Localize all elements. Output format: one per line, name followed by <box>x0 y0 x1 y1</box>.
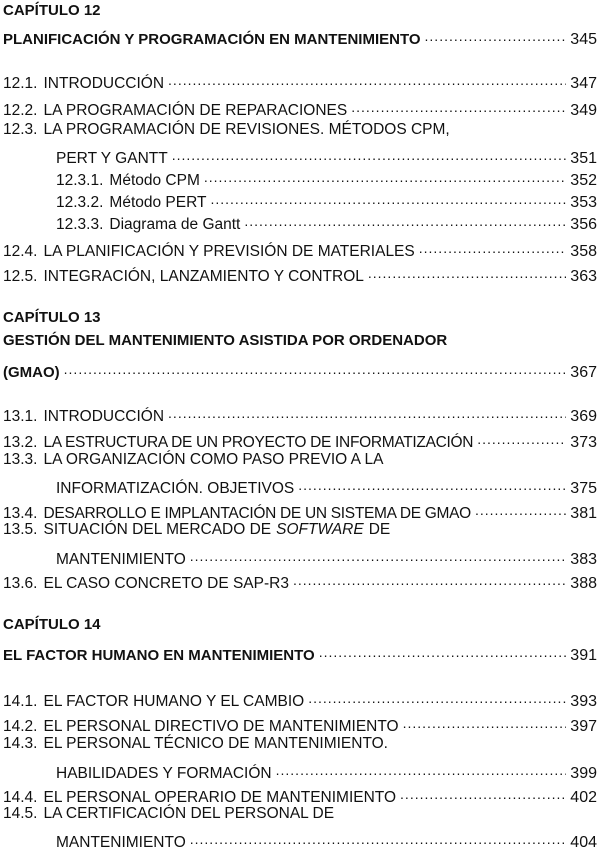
entry-title: Método CPM <box>109 172 200 189</box>
toc-entry-12-3[interactable] <box>0 119 600 141</box>
page-number: 367 <box>570 364 597 381</box>
toc-entry-chapter-14[interactable] <box>0 638 600 664</box>
chapter-heading <box>0 614 600 636</box>
toc-entry-13-5-cont[interactable] <box>0 542 600 568</box>
page-number: 356 <box>570 216 597 233</box>
entry-title: EL PERSONAL TÉCNICO DE MANTENIMIENTO. <box>43 735 388 752</box>
page-number: 369 <box>570 408 597 425</box>
toc-entry-14-3-cont[interactable] <box>0 756 600 782</box>
entry-title: DESARROLLO E IMPLANTACIÓN DE UN SISTEMA DE GMAO <box>43 505 471 522</box>
entry-number: 12.3.1. <box>56 172 104 189</box>
chapter-12-label: CAPÍTULO 12 <box>3 2 101 19</box>
dot-leader <box>276 756 567 778</box>
entry-title-cont: MANTENIMIENTO <box>56 834 186 851</box>
toc-entry-14-5-cont[interactable] <box>0 825 600 851</box>
entry-number: 14.3. <box>3 735 38 752</box>
page-number: 353 <box>570 194 597 211</box>
entry-title: INTRODUCCIÓN <box>43 75 165 92</box>
toc-entry-chapter-13[interactable] <box>0 330 600 352</box>
entry-title-cont: PERT Y GANTT <box>56 150 168 167</box>
dot-leader <box>477 425 566 447</box>
toc-entry-14-1[interactable] <box>0 684 600 710</box>
entry-number: 13.6. <box>3 575 38 592</box>
dot-leader <box>204 163 566 185</box>
chapter-14-label: CAPÍTULO 14 <box>3 616 101 633</box>
entry-title: Diagrama de Gantt <box>109 216 241 233</box>
entry-title: EL CASO CONCRETO DE SAP-R3 <box>43 575 289 592</box>
entry-number: 14.2. <box>3 718 38 735</box>
toc-entry-13-6[interactable] <box>0 566 600 592</box>
entry-number: 13.2. <box>3 434 38 451</box>
dot-leader <box>351 93 566 115</box>
dot-leader <box>425 22 567 44</box>
dot-leader <box>190 542 567 564</box>
dot-leader <box>293 566 566 588</box>
toc-entry-13-5[interactable] <box>0 519 600 541</box>
entry-title-end: DE <box>368 521 391 538</box>
dot-leader <box>64 355 567 377</box>
page-number: 388 <box>570 575 597 592</box>
toc-entry-14-4[interactable] <box>0 780 600 806</box>
toc-entry-13-2[interactable] <box>0 425 600 451</box>
dot-leader <box>244 207 566 229</box>
entry-title: EL PERSONAL OPERARIO DE MANTENIMIENTO <box>43 789 397 806</box>
dot-leader <box>368 259 566 281</box>
dot-leader <box>168 66 566 88</box>
toc-entry-13-4[interactable] <box>0 496 600 522</box>
entry-number: 13.1. <box>3 408 38 425</box>
entry-title-cont: INFORMATIZACIÓN. OBJETIVOS <box>56 480 295 497</box>
entry-number: 13.3. <box>3 451 38 468</box>
entry-number: 12.5. <box>3 268 38 285</box>
toc-entry-12-3-3[interactable] <box>0 207 600 233</box>
entry-title: EL PERSONAL DIRECTIVO DE MANTENIMIENTO <box>43 718 399 735</box>
toc-entry-chapter-12[interactable] <box>0 22 600 48</box>
toc-entry-12-3-cont[interactable] <box>0 141 600 167</box>
chapter-14-title: EL FACTOR HUMANO EN MANTENIMIENTO <box>3 647 315 664</box>
entry-title: LA CERTIFICACIÓN DEL PERSONAL DE <box>43 805 335 822</box>
toc-entry-12-5[interactable] <box>0 259 600 285</box>
entry-number: 14.5. <box>3 805 38 822</box>
entry-title: LA ESTRUCTURA DE UN PROYECTO DE INFORMATIZACIÓN <box>43 434 474 451</box>
entry-title: INTRODUCCIÓN <box>43 408 165 425</box>
dot-leader <box>168 399 566 421</box>
entry-number: 12.2. <box>3 102 38 119</box>
toc-entry-13-3-cont[interactable] <box>0 471 600 497</box>
entry-number: 12.4. <box>3 243 38 260</box>
dot-leader <box>475 496 566 518</box>
dot-leader <box>403 709 567 731</box>
entry-number: 12.1. <box>3 75 38 92</box>
page-number: 349 <box>570 102 597 119</box>
page-number: 363 <box>570 268 597 285</box>
chapter-heading <box>0 0 600 22</box>
page-number: 391 <box>570 647 597 664</box>
entry-title-italic: SOFTWARE <box>276 521 364 538</box>
entry-title: SITUACIÓN DEL MERCADO DE <box>43 521 272 538</box>
dot-leader <box>210 185 566 207</box>
page-number: 393 <box>570 693 597 710</box>
entry-number: 13.4. <box>3 505 38 522</box>
dot-leader <box>190 825 567 847</box>
page-number: 402 <box>570 789 597 806</box>
entry-title: LA PROGRAMACIÓN DE REPARACIONES <box>43 102 348 119</box>
entry-title: LA PROGRAMACIÓN DE REVISIONES. MÉTODOS CPM, <box>43 121 450 138</box>
toc-entry-13-3[interactable] <box>0 449 600 471</box>
toc-entry-12-3-1[interactable] <box>0 163 600 189</box>
chapter-12-title: PLANIFICACIÓN Y PROGRAMACIÓN EN MANTENIMIENTO <box>3 31 421 48</box>
toc-entry-14-3[interactable] <box>0 733 600 755</box>
dot-leader <box>298 471 566 493</box>
dot-leader <box>419 234 567 256</box>
entry-title: LA ORGANIZACIÓN COMO PASO PREVIO A LA <box>43 451 384 468</box>
entry-number: 12.3.3. <box>56 216 104 233</box>
entry-title: LA PLANIFICACIÓN Y PREVISIÓN DE MATERIALES <box>43 243 415 260</box>
page-number: 399 <box>570 765 597 782</box>
entry-title: INTEGRACIÓN, LANZAMIENTO Y CONTROL <box>43 268 364 285</box>
dot-leader <box>308 684 566 706</box>
toc-entry-12-2[interactable] <box>0 93 600 119</box>
entry-number: 14.4. <box>3 789 38 806</box>
entry-title-cont: HABILIDADES Y FORMACIÓN <box>56 765 272 782</box>
page-number: 347 <box>570 75 597 92</box>
entry-number: 13.5. <box>3 521 38 538</box>
dot-leader <box>172 141 567 163</box>
dot-leader <box>400 780 566 802</box>
page-number: 397 <box>570 718 597 735</box>
page-number: 373 <box>570 434 597 451</box>
chapter-13-label: CAPÍTULO 13 <box>3 309 101 326</box>
dot-leader <box>319 638 567 660</box>
entry-title-cont: MANTENIMIENTO <box>56 551 186 568</box>
toc-entry-14-5[interactable] <box>0 803 600 825</box>
page-number: 404 <box>570 834 597 851</box>
toc-entry-12-4[interactable] <box>0 234 600 260</box>
page-number: 352 <box>570 172 597 189</box>
toc-entry-12-3-2[interactable] <box>0 185 600 211</box>
toc-entry-13-1[interactable] <box>0 399 600 425</box>
entry-number: 12.3. <box>3 121 38 138</box>
entry-title: EL FACTOR HUMANO Y EL CAMBIO <box>43 693 305 710</box>
chapter-13-title: GESTIÓN DEL MANTENIMIENTO ASISTIDA POR ORDENADOR <box>3 332 448 349</box>
entry-number: 14.1. <box>3 693 38 710</box>
entry-number: 12.3.2. <box>56 194 104 211</box>
page-number: 383 <box>570 551 597 568</box>
chapter-13-title-cont: (GMAO) <box>3 364 60 381</box>
page-number: 358 <box>570 243 597 260</box>
entry-title: Método PERT <box>109 194 207 211</box>
page-number: 351 <box>570 150 597 167</box>
toc-entry-12-1[interactable] <box>0 66 600 92</box>
page-number: 381 <box>570 505 597 522</box>
toc-entry-chapter-13-cont[interactable] <box>0 355 600 381</box>
page-number: 345 <box>570 31 597 48</box>
toc-entry-14-2[interactable] <box>0 709 600 735</box>
chapter-heading <box>0 307 600 329</box>
page-number: 375 <box>570 480 597 497</box>
